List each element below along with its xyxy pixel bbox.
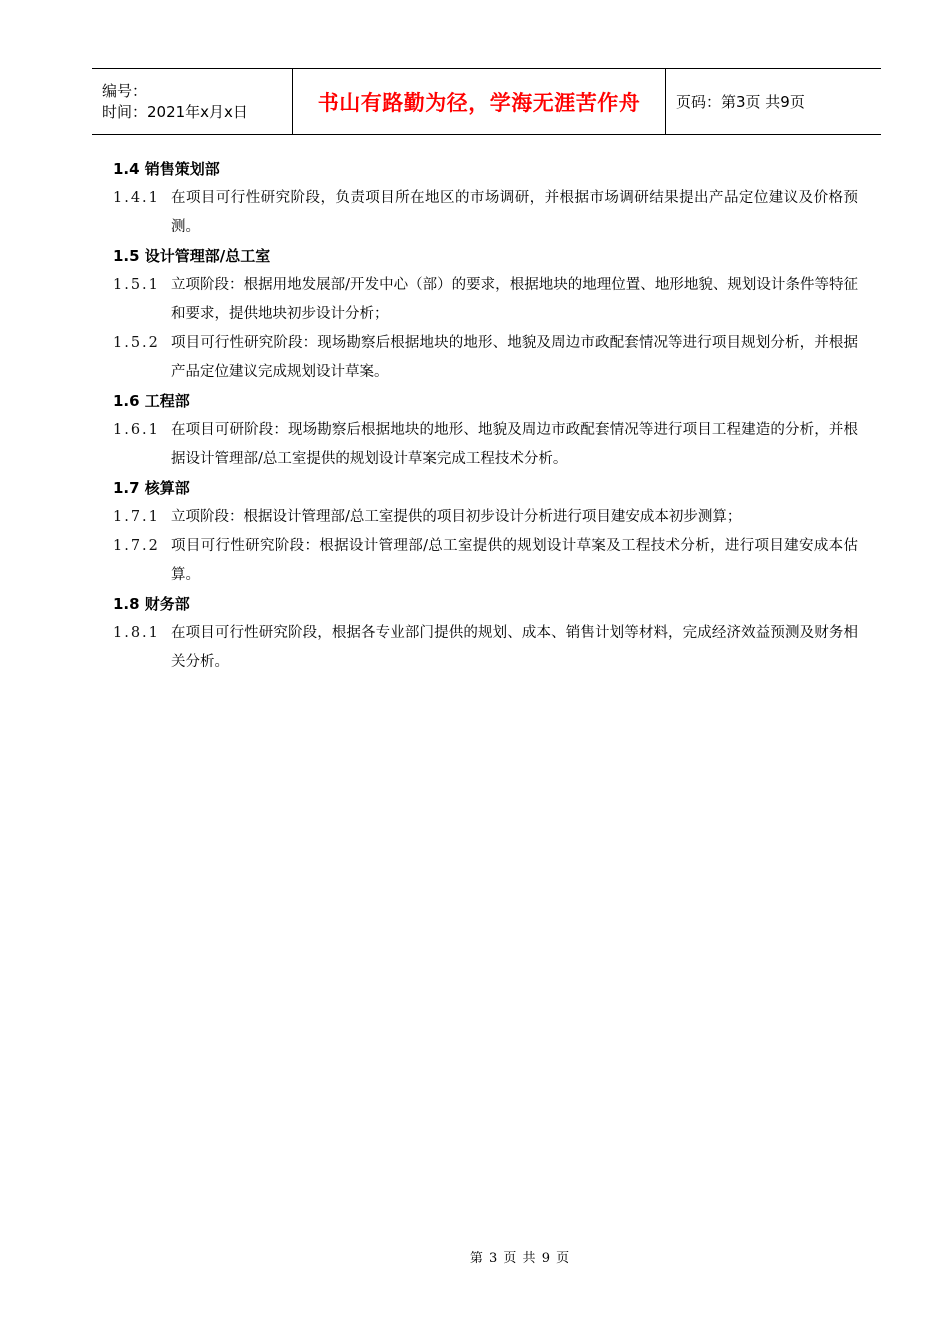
document-body bbox=[113, 155, 858, 677]
header-motto: 书山有路勤为径，学海无涯苦作舟 bbox=[293, 69, 666, 134]
item-number: 1.5.1 bbox=[113, 277, 160, 293]
list-item bbox=[113, 416, 858, 474]
document-time-label: 时间：2021年x月x日 bbox=[102, 102, 248, 121]
item-number: 1.7.1 bbox=[113, 509, 160, 525]
item-number: 1.5.2 bbox=[113, 335, 160, 351]
section-1-4 bbox=[113, 155, 858, 242]
item-text: 在项目可行性研究阶段，根据各专业部门提供的规划、成本、销售计划等材料，完成经济效益预测及财务相关分析。 bbox=[171, 625, 858, 670]
header-page-number: 页码：第3页 共9页 bbox=[676, 93, 805, 111]
list-item bbox=[113, 532, 858, 590]
item-text: 立项阶段：根据设计管理部/总工室提供的项目初步设计分析进行项目建安成本初步测算； bbox=[171, 509, 742, 525]
section-1-7 bbox=[113, 474, 858, 590]
list-item bbox=[113, 271, 858, 329]
item-text: 项目可行性研究阶段：根据设计管理部/总工室提供的规划设计草案及工程技术分析，进行项目建安成本估算。 bbox=[171, 538, 858, 583]
item-number: 1.4.1 bbox=[113, 190, 160, 206]
item-number: 1.6.1 bbox=[113, 422, 160, 438]
list-item bbox=[113, 503, 858, 532]
list-item bbox=[113, 329, 858, 387]
item-number: 1.7.2 bbox=[113, 538, 160, 554]
section-1-8 bbox=[113, 590, 858, 677]
section-1-5 bbox=[113, 242, 858, 387]
page-footer: 第 3 页 共 9 页 bbox=[469, 1251, 571, 1266]
header-meta bbox=[92, 69, 293, 134]
section-title: 1.7 核算部 bbox=[113, 479, 190, 497]
section-title: 1.4 销售策划部 bbox=[113, 160, 220, 178]
page-header bbox=[92, 68, 881, 135]
item-text: 项目可行性研究阶段：现场勘察后根据地块的地形、地貌及周边市政配套情况等进行项目规划分析，并根据产品定位建议完成规划设计草案。 bbox=[171, 335, 858, 380]
section-title: 1.5 设计管理部/总工室 bbox=[113, 247, 271, 265]
section-title: 1.8 财务部 bbox=[113, 595, 190, 613]
list-item bbox=[113, 619, 858, 677]
item-text: 在项目可行性研究阶段，负责项目所在地区的市场调研，并根据市场调研结果提出产品定位建议及价格预测。 bbox=[171, 190, 858, 235]
document-number-label: 编号： bbox=[102, 81, 148, 100]
section-title: 1.6 工程部 bbox=[113, 392, 190, 410]
item-number: 1.8.1 bbox=[113, 625, 160, 641]
list-item bbox=[113, 184, 858, 242]
item-text: 立项阶段：根据用地发展部/开发中心（部）的要求，根据地块的地理位置、地形地貌、规划设计条件等特征和要求，提供地块初步设计分析； bbox=[171, 277, 858, 322]
section-1-6 bbox=[113, 387, 858, 474]
item-text: 在项目可研阶段：现场勘察后根据地块的地形、地貌及周边市政配套情况等进行项目工程建造的分析，并根据设计管理部/总工室提供的规划设计草案完成工程技术分析。 bbox=[171, 422, 858, 467]
